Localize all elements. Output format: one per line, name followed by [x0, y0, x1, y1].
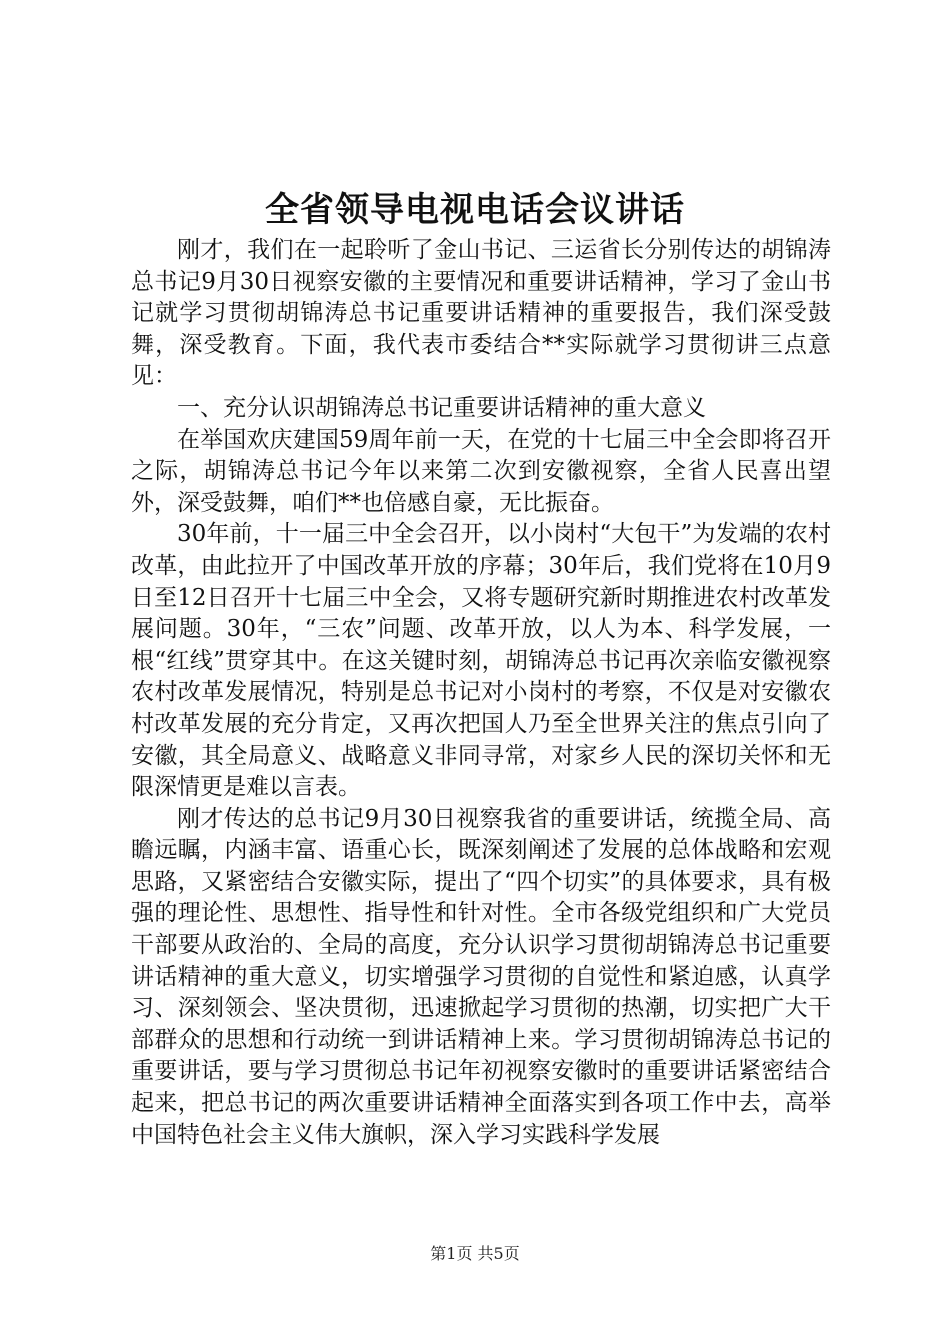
section-heading-1: 一、充分认识胡锦涛总书记重要讲话精神的重大意义 — [177, 394, 706, 421]
document-body — [131, 235, 831, 1151]
document-title: 全省领导电视电话会议讲话 — [265, 190, 685, 230]
paragraph-4: 刚才传达的总书记9月30日视察我省的重要讲话，统揽全局、高瞻远瞩，内涵丰富、语重心长，既深刻阐述了发展的总体战略和宏观思路，又紧密结合安徽实际，提出了“四个切实”的具体要求，具有极强的理论性、思想性、指导性和针对性。全市各级党组织和广大党员干部要从政治的、全局的高度，充分认识学习贯彻胡锦涛总书记重要讲话精神的重大意义，切实增强学习贯彻的自觉性和紧迫感，认真学习、深刻领会、坚决贯彻，迅速掀起学习贯彻的热潮，切实把广大干部群众的思想和行动统一到讲话精神上来。学习贯彻胡锦涛总书记的重要讲话，要与学习贯彻总书记年初视察安徽时的重要讲话紧密结合起来，把总书记的两次重要讲话精神全面落实到各项工作中去，高举中国特色社会主义伟大旗帜，深入学习实践科学发展 — [131, 805, 831, 1148]
paragraph-2: 在举国欢庆建国59周年前一天，在党的十七届三中全会即将召开之际，胡锦涛总书记今年以来第二次到安徽视察，全省人民喜出望外，深受鼓舞，咱们**也倍感自豪，无比振奋。 — [131, 426, 831, 516]
page-number-footer: 第1页 共5页 — [430, 1244, 520, 1263]
paragraph-intro: 刚才，我们在一起聆听了金山书记、三运省长分别传达的胡锦涛总书记9月30日视察安徽的主要情况和重要讲话精神，学习了金山书记就学习贯彻胡锦涛总书记重要讲话精神的重要报告，我们深受鼓舞，深受教育。下面，我代表市委结合**实际就学习贯彻讲三点意见： — [131, 237, 831, 390]
paragraph-3: 30年前，十一届三中全会召开，以小岗村“大包干”为发端的农村改革，由此拉开了中国改革开放的序幕；30年后，我们党将在10月9日至12日召开十七届三中全会，又将专题研究新时期推进农村改革发展问题。30年，“三农”问题、改革开放，以人为本、科学发展，一根“红线”贯穿其中。在这关键时刻，胡锦涛总书记再次亲临安徽视察农村改革发展情况，特别是总书记对小岗村的考察，不仅是对安徽农村改革发展的充分肯定，又再次把国人乃至全世界关注的焦点引向了安徽，其全局意义、战略意义非同寻常，对家乡人民的深切关怀和无限深情更是难以言表。 — [131, 521, 831, 801]
